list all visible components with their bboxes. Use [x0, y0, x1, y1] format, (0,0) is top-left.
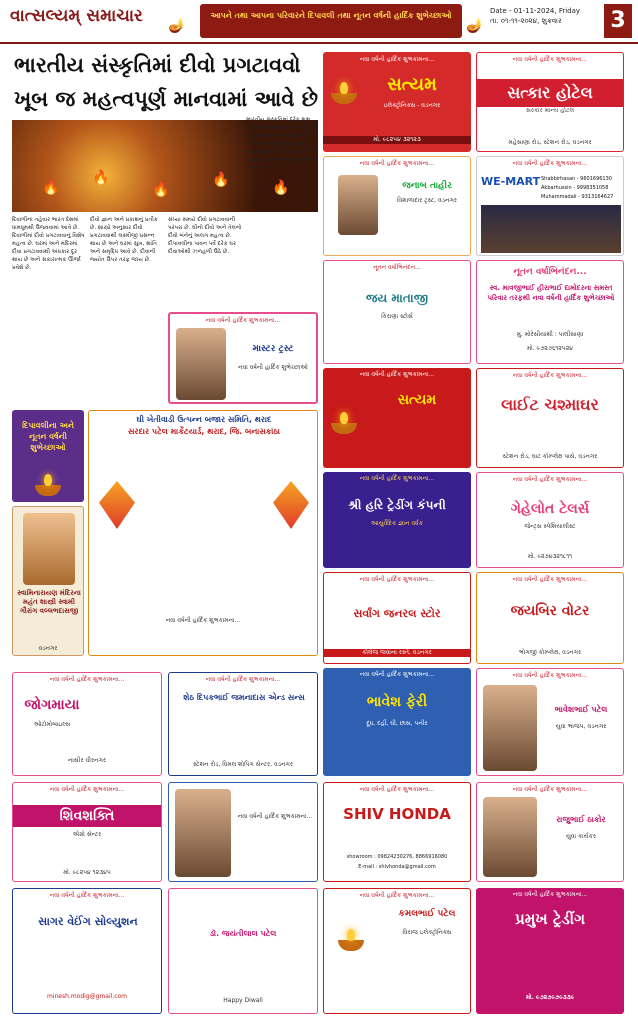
- date-line: Date - 01-11-2024, Friday તા. ૦૧-૧૧-૨૦૨૪, શુક્રવાર: [490, 7, 581, 25]
- ad-dipawali-greeting: દિપાવલીના અને નૂતન વર્ષની શુભેચ્છાઓ: [12, 410, 84, 502]
- ad-doctor-greeting: ડૉ. જયંતીલાલ પટેલ Happy Diwali: [168, 888, 318, 1014]
- ad-swaminarayan: સ્વામિનારાયણ મંદિરના મહંત શાસ્ત્રી સ્વામી ગૌરાંગ વલ્લભદાસજી વડનગર: [12, 506, 84, 656]
- ad-sagar-weighing: નવા વર્ષની હાર્દિક શુભકામના... સાગર વેઈંગ સોલ્યુશન minesh.modig@gmail.com: [12, 888, 162, 1014]
- ad-gehlot-tailors: નવા વર્ષની હાર્દિક શુભકામના... ગેહેલોત ટેલર્સ જેન્ટ્સ સ્પેશિયાલીસ્ટ મો. ૯૨૭૪૩૨૧૮૧૧: [476, 472, 624, 568]
- lantern-icon: [273, 481, 309, 529]
- header-greeting: આપને તથા આપના પરિવારને દિપાવલી તથા નૂતન વર્ષની હાર્દિક શુભેચ્છાઓ: [200, 4, 462, 38]
- lantern-icon: [99, 481, 135, 529]
- diya-icon: 🪔: [466, 18, 484, 34]
- ad-shree-hari-trading: નવા વર્ષની હાર્દિક શુભકામના... શ્રી હરિ ટ્રેડીંગ કંપની આયુર્વેદિક જ્ઞાન વર્ધક: [323, 472, 471, 568]
- ad-shiv-honda: નવા વર્ષની હાર્દિક શુભકામના... SHIV HONDA showroom : 09824230276, 8866916080 E-mail : shivhonda@gmail.com: [323, 782, 471, 882]
- flame-icon: 🔥: [42, 180, 60, 196]
- article-column-4: ભારતીય સંસ્કૃતિમાં દરેક શુભ કાર્યની શરૂઆત દીવો પ્રગટાવીને કરવામાં આવે છે. પૂજા, આરતી અને ઉત્સવોમાં દીવાનું સ્થાન મહત્વપૂર્ણ છે. દીવો અંધકારમાંથી પ્રકાશ તરફ લઈ જવાનો સંદેશ આપે છે.: [246, 117, 318, 171]
- ad-nutan-family: નૂતન વર્ષાભિનંદન... સ્વ. માવજીભાઈ હીરાભાઈ દામોદરના સમસ્ત પરિવાર તરફથી નવા વર્ષની હાર્દિક શુભેચ્છાઓ મુ. મોરેસીયાથી : પાલીસાણા મો. ૯૭૨૭૬૧૨૫૨૪: [476, 260, 624, 364]
- ad-kamal-electronics: નવા વર્ષની હાર્દિક શુભકામના... કમલભાઈ પટેલ વિરાજ ઇલેક્ટ્રોનિક્સ: [323, 888, 471, 1014]
- flame-icon: 🔥: [152, 182, 170, 198]
- headline-line-2: ખૂબ જ મહત્વપૂર્ણ માનવામાં આવે છે: [14, 86, 318, 111]
- ad-youth-leader-1: નવા વર્ષની હાર્દિક શુભકામના... ભાવેશભાઈ પટેલ યુવા ભાજપ, વડનગર: [476, 668, 624, 776]
- ad-youth-leader-2: નવા વર્ષની હાર્દિક શુભકામના... રાજુભાઈ ઠાકોર યુવા કાર્યકર: [476, 782, 624, 882]
- ad-bhavesh-dairy: નવા વર્ષની હાર્દિક શુભકામના... ભાવેશ ફેરી દૂધ, દહીં, ઘી, છાસ, પનીર: [323, 668, 471, 776]
- flame-icon: 🔥: [92, 170, 110, 186]
- portrait-photo: [23, 513, 75, 585]
- article-column-1: દિવાળીના તહેવાર ભારત દેશમાં ધામધૂમથી ઉજવવામાં આવે છે. દિવાળીમાં દીવો પ્રગટાવવાનું વિશેષ મહત્વ છે. ઘરમાં અને મંદિરમાં દીવા પ્રગટાવવાથી અંધકાર દૂર થાય છે અને સકારાત્મક ઊર્જા પ્રવેશે છે.: [12, 217, 85, 271]
- page-header: [0, 0, 638, 44]
- diya-icon: [331, 412, 357, 434]
- page-number: 3: [604, 4, 632, 38]
- portrait-photo: [176, 328, 226, 400]
- ad-light-chashmaghar: નવા વર્ષની હાર્દિક શુભકામના... લાઈટ ચશ્માઘર સ્ટેશન રોડ, ઘાટ કૉમ્પ્લેક્ષ પાસે, વડનગર: [476, 368, 624, 468]
- ad-shivshakti: નવા વર્ષની હાર્દિક શુભકામના... શિવશક્તિ એગ્રો સેન્ટર મો. ૯૮૨૫૪ ૧૨૩૪૫: [12, 782, 162, 882]
- ad-apmc-tharad: ઘી ખેતીવાડી ઉત્પન્ન બજાર સમિતિ, થરાદ સરદાર પટેલ માર્કેટયાર્ડ, થરાદ, જિ. બનાસકાંઠા નવા વર્ષની હાર્દિક શુભકામના...: [88, 410, 318, 656]
- ad-jaybir-water: નવા વર્ષની હાર્દિક શુભકામના... જયબિર વોટર ભોગજી કોમ્પ્લેક્ષ, વડનગર: [476, 572, 624, 664]
- diya-icon: 🪔: [168, 18, 186, 34]
- masthead: વાત્સલ્યમ્ સમાચાર: [10, 6, 143, 26]
- flame-icon: 🔥: [212, 172, 230, 188]
- portrait-photo: [483, 797, 537, 877]
- ad-satkar-hotel: નવા વર્ષની હાર્દિક શુભકામના... સત્કાર હોટેલ સરકાર માન્ય હોટલ મહેસાણા રોડ, સ્ટેશન રોડ, વડનગર: [476, 52, 624, 152]
- store-photo: [481, 205, 621, 253]
- portrait-photo: [483, 685, 537, 771]
- ad-light-chashmaghar-left: નવા વર્ષની હાર્દિક શુભકામના... સત્યમ: [323, 368, 471, 468]
- ad-deepak-sons: નવા વર્ષની હાર્દિક શુભકામના... શેઠ દિપકભાઈ જમનાદાસ એન્ડ સન્સ સ્ટેશન રોડ, વિમલ શોપિંગ સેન્ટર, વડનગર: [168, 672, 318, 776]
- diya-icon: [338, 929, 364, 951]
- headline-line-1: ભારતીય સંસ્કૃતિમાં દીવો પ્રગટાવવો: [14, 52, 301, 77]
- article-column-2: દીવો જ્ઞાન અને પ્રકાશનું પ્રતીક છે. શાસ્ત્રો અનુસાર દીવો પ્રગટાવવાથી લક્ષ્મીજી પ્રસન્ન થાય છે અને ઘરમાં સુખ, શાંતિ અને સમૃદ્ધિ આવે છે. દીવાની જ્યોત ઉપર તરફ જાય છે.: [90, 217, 158, 263]
- ad-jogmaya: નવા વર્ષની હાર્દિક શુભકામના... જોગમાયા ઓટોમોબાઇલ્સ નાસીર વીરનગર: [12, 672, 162, 776]
- ad-jay-mataji: નૂતન વર્ષાભિનંદન... જય માતાજી કિરાણા સ્ટોર્સ: [323, 260, 471, 364]
- article-column-3: સંધ્યા સમયે દીવો પ્રગટાવવાની પરંપરા છે. ઘીનો દીવો અને તેલનો દીવો બંનેનું અલગ મહત્વ છે. દીપાવલીના પાવન પર્વે દરેક ઘર દીવાઓથી ઝળહળી ઉઠે છે.: [168, 217, 242, 255]
- portrait-photo: [338, 175, 378, 235]
- ad-patel-greeting: નવા વર્ષની હાર્દિક શુભકામના... માસ્ટર ટ્રસ્ટ નવા વર્ષની હાર્દિક શુભેચ્છાઓ: [168, 312, 318, 404]
- ad-we-mart: નવા વર્ષની હાર્દિક શુભકામના... WE-MART Shabbirhasan - 9601696130 Akbarhussin - 9998351058 Muhammadali - 9313164627: [476, 156, 624, 256]
- ad-political-greeting: નવા વર્ષની હાર્દિક શુભકામના...: [168, 782, 318, 882]
- flame-icon: 🔥: [272, 180, 290, 196]
- ad-sarvang-general-store: નવા વર્ષની હાર્દિક શુભકામના... સર્વાંગ જનરલ સ્ટોર કોલેજ જવાના રસ્તે, વડનગર: [323, 572, 471, 664]
- ad-satyam: નવા વર્ષની હાર્દિક શુભકામના... સત્યમ ઇલેક્ટ્રોનિક્સ - વડનગર મો. ૯૮૨૫૪ ૩૨૧૨૩: [323, 52, 471, 152]
- diya-icon: [35, 474, 61, 496]
- ad-pramukh-trading: નવા વર્ષની હાર્દિક શુભકામના... પ્રમુખ ટ્રેડીંગ મો. ૯૭૨૭૯૭૯૩૩૯: [476, 888, 624, 1014]
- ad-tahir: નવા વર્ષની હાર્દિક શુભકામના... જનાબ તાહીર વિશાળાદાર ટ્રસ્ટ, વડનગર: [323, 156, 471, 256]
- portrait-photo: [175, 789, 231, 877]
